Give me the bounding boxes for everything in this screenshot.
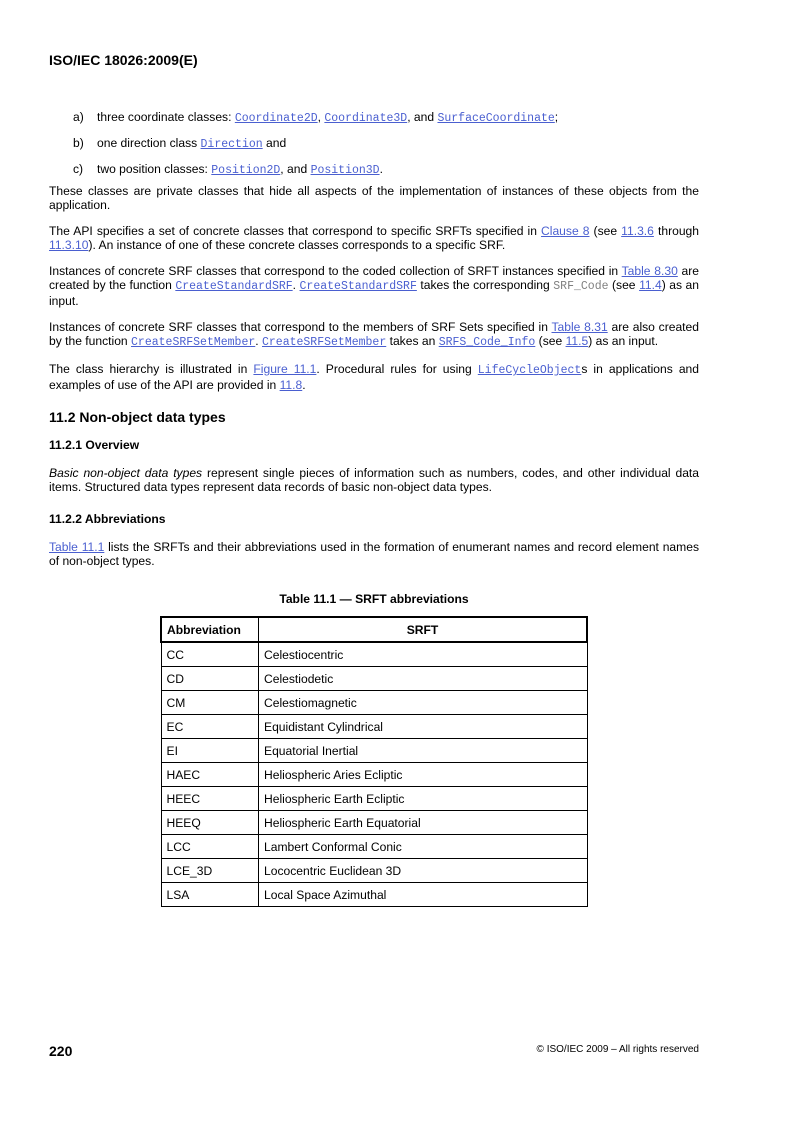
paragraph-concrete-classes: The API specifies a set of concrete classes that correspond to specific SRFTs specified in Clause 8 (see 11.3.6 through 11.3.10). An instance of one of these concrete classes corresponds to a specific SRF. <box>49 224 699 252</box>
table-row <box>161 787 587 811</box>
subsection-heading-abbreviations: 11.2.2 Abbreviations <box>49 512 166 526</box>
srft-cell: Equidistant Cylindrical <box>259 715 588 739</box>
table-row <box>161 763 587 787</box>
list-item-c <box>73 162 699 178</box>
create-standard-srf-link[interactable]: CreateStandardSRF <box>175 280 293 293</box>
srft-cell: Celestiocentric <box>259 642 588 667</box>
list-item-a <box>73 110 699 126</box>
section-11-4-link[interactable]: 11.4 <box>639 278 662 292</box>
surface-coordinate-link[interactable]: SurfaceCoordinate <box>437 112 555 125</box>
coordinate2d-link[interactable]: Coordinate2D <box>234 112 318 125</box>
list-letter: b) <box>73 136 84 150</box>
column-header-srft: SRFT <box>259 617 588 642</box>
table-row <box>161 691 587 715</box>
abbreviation-cell: HEEQ <box>161 811 259 835</box>
abbreviation-cell: EI <box>161 739 259 763</box>
paragraph-class-hierarchy: The class hierarchy is illustrated in Figure 11.1. Procedural rules for using LifeCycleObjects in applications and examples of use of the API are provided in 11.8. <box>49 362 700 392</box>
abbreviation-cell: EC <box>161 715 259 739</box>
srft-cell: Lococentric Euclidean 3D <box>259 859 588 883</box>
table-caption: Table 11.1 — SRFT abbreviations <box>279 592 469 606</box>
table-row <box>161 883 587 907</box>
srft-cell: Equatorial Inertial <box>259 739 588 763</box>
table-row <box>161 835 587 859</box>
srfs-code-info-link[interactable]: SRFS_Code_Info <box>438 336 536 349</box>
abbreviation-cell: CD <box>161 667 259 691</box>
subsection-heading-overview: 11.2.1 Overview <box>49 438 140 452</box>
paragraph-srf-set-member: Instances of concrete SRF classes that correspond to the members of SRF Sets specified in Table 8.31 are also created by the function CreateSRFSetMember. CreateSRFSetMember takes an SRFS_Code_Info (see 11.5) as an input. <box>49 320 699 349</box>
srft-abbreviations-table <box>160 616 588 907</box>
list-text: three coordinate classes: Coordinate2D, Coordinate3D, and SurfaceCoordinate; <box>97 110 559 125</box>
table-row <box>161 859 587 883</box>
table-8-30-link[interactable]: Table 8.30 <box>621 264 678 278</box>
srft-cell: Celestiodetic <box>259 667 588 691</box>
srft-cell: Heliospheric Earth Ecliptic <box>259 787 588 811</box>
direction-link[interactable]: Direction <box>200 138 263 151</box>
srft-cell: Celestiomagnetic <box>259 691 588 715</box>
table-row <box>161 715 587 739</box>
paragraph-overview: Basic non-object data types represent single pieces of information such as numbers, codes, and other individual data items. Structured data types represent data records of basic non-object data types. <box>49 466 700 494</box>
create-standard-srf-link-2[interactable]: CreateStandardSRF <box>299 280 417 293</box>
abbreviation-cell: CM <box>161 691 259 715</box>
paragraph-private-classes: These classes are private classes that hide all aspects of the implementation of instances of these objects from the application. <box>49 184 699 212</box>
copyright-notice: © ISO/IEC 2009 – All rights reserved <box>536 1044 699 1055</box>
figure-11-1-link[interactable]: Figure 11.1 <box>253 362 317 376</box>
abbreviation-cell: CC <box>161 642 259 667</box>
table-header-row <box>161 617 587 642</box>
section-11-3-6-link[interactable]: 11.3.6 <box>621 224 654 238</box>
abbreviation-cell: LSA <box>161 883 259 907</box>
section-11-8-link[interactable]: 11.8 <box>279 378 303 392</box>
srf-code-identifier: SRF_Code <box>553 280 609 293</box>
abbreviation-cell: LCE_3D <box>161 859 259 883</box>
list-letter: a) <box>73 110 84 124</box>
coordinate3d-link[interactable]: Coordinate3D <box>324 112 408 125</box>
page-number: 220 <box>49 1043 73 1059</box>
table-11-1-link[interactable]: Table 11.1 <box>49 540 105 554</box>
create-srf-set-member-link-2[interactable]: CreateSRFSetMember <box>262 336 387 349</box>
srft-cell: Heliospheric Earth Equatorial <box>259 811 588 835</box>
table-row <box>161 811 587 835</box>
list-letter: c) <box>73 162 84 176</box>
lifecycleobject-link[interactable]: LifeCycleObject <box>477 364 582 377</box>
position3d-link[interactable]: Position3D <box>310 164 380 177</box>
column-header-abbreviation: Abbreviation <box>161 617 259 642</box>
section-11-5-link[interactable]: 11.5 <box>565 334 589 348</box>
abbreviation-cell: HAEC <box>161 763 259 787</box>
abbreviation-cell: HEEC <box>161 787 259 811</box>
clause-8-link[interactable]: Clause 8 <box>541 224 590 238</box>
srft-cell: Heliospheric Aries Ecliptic <box>259 763 588 787</box>
position2d-link[interactable]: Position2D <box>211 164 281 177</box>
table-row <box>161 739 587 763</box>
srft-cell: Local Space Azimuthal <box>259 883 588 907</box>
table-8-31-link[interactable]: Table 8.31 <box>551 320 608 334</box>
paragraph-abbreviations: Table 11.1 lists the SRFTs and their abbreviations used in the formation of enumerant names and record element names of non-object types. <box>49 540 699 568</box>
section-11-3-10-link[interactable]: 11.3.10 <box>49 238 89 252</box>
create-srf-set-member-link[interactable]: CreateSRFSetMember <box>131 336 256 349</box>
list-text: two position classes: Position2D, and Position3D. <box>97 162 383 177</box>
srft-cell: Lambert Conformal Conic <box>259 835 588 859</box>
abbreviation-cell: LCC <box>161 835 259 859</box>
section-heading: 11.2 Non-object data types <box>49 409 226 425</box>
list-text: one direction class Direction and <box>97 136 287 151</box>
document-header: ISO/IEC 18026:2009(E) <box>49 52 198 68</box>
list-item-b <box>73 136 699 152</box>
paragraph-standard-srf: Instances of concrete SRF classes that correspond to the coded collection of SRFT instances specified in Table 8.30 are created by the function CreateStandardSRF. CreateStandardSRF takes the corresponding SRF_Code (see 11.4) as an input. <box>49 264 699 308</box>
page-content <box>49 110 699 907</box>
table-row <box>161 642 587 667</box>
table-row <box>161 667 587 691</box>
